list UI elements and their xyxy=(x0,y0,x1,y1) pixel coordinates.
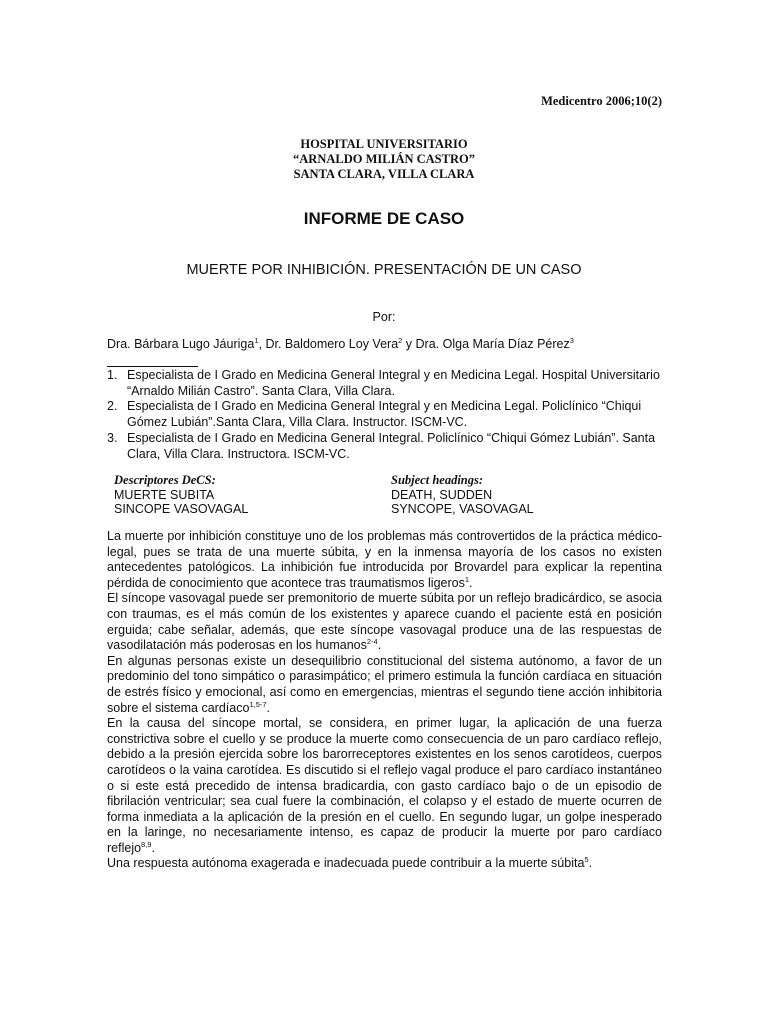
author-affiliation-ref: 1 xyxy=(254,335,259,345)
body-paragraph xyxy=(107,529,662,591)
affiliation-item xyxy=(107,431,662,462)
author-affiliation-ref: 2 xyxy=(398,335,403,345)
affiliation-text: Especialista de I Grado en Medicina General Integral y en Medicina Legal. Policlínico “Chiqui Gómez Lubián”.Santa Clara, Villa Clara. Instructor. ISCM-VC. xyxy=(127,399,642,430)
author-affiliation-ref: 3 xyxy=(569,335,574,345)
affiliation-item xyxy=(107,399,662,430)
subject-headings xyxy=(391,473,534,517)
paragraph-end: . xyxy=(151,840,155,855)
affiliation-number: 2. xyxy=(107,399,118,414)
citation-ref: 1,5-7 xyxy=(249,699,267,709)
body-paragraph xyxy=(107,716,662,856)
hospital-header xyxy=(0,137,768,182)
hospital-line-1: HOSPITAL UNIVERSITARIO xyxy=(300,137,468,151)
decs-label: Descriptores DeCS: xyxy=(114,473,216,487)
subject-heading: DEATH, SUDDEN xyxy=(391,487,493,502)
affiliation-item xyxy=(107,368,662,399)
paragraph-end: . xyxy=(377,638,382,653)
paragraph-text: En la causa del síncope mortal, se considera, en primer lugar, la aplicación de una fuerza constrictiva sobre el cuello y se produce la muerte como consecuencia de un paro cardíaco reflejo, debido a la presión ejercida sobre los barorreceptores existentes en los senos carotídeos, cuerpos carotídeos o la vaina carotídea. Es discutido si el reflejo vagal produce el paro cardíaco instantáneo o si este está precedido de intensa bradicardia, con gasto cardíaco bajo o de un episodio de fibrilación ventricular; sea cual fuere la combinación, el colapso y el estado de muerte ocurren de forma inmediata a la aplicación de la presión en el cuello. En segundo lugar, un golpe inesperado en la laringe, no necesariamente intenso, es capaz de producir la muerte por paro cardíaco reflejo xyxy=(107,716,662,855)
author-name: Dra. Bárbara Lugo Jáuriga xyxy=(107,337,255,351)
paragraph-text: En algunas personas existe un desequilibrio constitucional del sistema autónomo, a favor de un predominio del tono simpático o parasimpático; el primero estimula la función cardíaca en situación de estrés físico y emocional, así como en emergencias, mientras el segundo tiene acción inhibitoria sobre el sistema cardíaco xyxy=(107,653,662,715)
body-paragraph xyxy=(107,856,662,872)
citation-ref: 8,9 xyxy=(141,839,152,849)
citation-ref: 2-4 xyxy=(366,637,378,646)
decs-keywords xyxy=(114,473,248,517)
journal-reference: Medicentro 2006;10(2) xyxy=(541,94,662,108)
hospital-line-2: “ARNALDO MILIÁN CASTRO” xyxy=(293,152,475,166)
affiliation-text: Especialista de I Grado en Medicina General Integral. Policlínico “Chiqui Gómez Lubián”. Santa Clara, Villa Clara. Instructora. ISCM-VC. xyxy=(127,430,656,461)
author-name: Dra. Olga María Díaz Pérez xyxy=(415,337,570,351)
paragraph-end: . xyxy=(469,575,473,590)
author-separator: , xyxy=(258,337,266,351)
author-list xyxy=(107,337,574,351)
decs-keyword: SINCOPE VASOVAGAL xyxy=(114,502,249,516)
subject-label: Subject headings: xyxy=(391,473,484,487)
paragraph-text: Una respuesta autónoma exagerada e inadecuada puede contribuir a la muerte súbita xyxy=(107,856,585,871)
paragraph-end: . xyxy=(266,700,271,715)
report-type-heading: INFORME DE CASO xyxy=(303,209,465,228)
hospital-line-3: SANTA CLARA, VILLA CLARA xyxy=(293,167,475,181)
subject-heading: SYNCOPE, VASOVAGAL xyxy=(391,502,534,516)
citation-ref: 5 xyxy=(584,855,589,865)
by-label: Por: xyxy=(372,310,396,324)
body-paragraph xyxy=(107,591,662,653)
article-body xyxy=(107,529,662,872)
affiliation-list xyxy=(107,368,662,462)
body-paragraph xyxy=(107,654,662,716)
paragraph-end: . xyxy=(588,856,593,871)
author-separator: y xyxy=(402,337,416,351)
decs-keyword: MUERTE SUBITA xyxy=(114,487,215,502)
footnote-divider xyxy=(107,366,198,367)
affiliation-number: 1. xyxy=(107,368,118,382)
author-name: Dr. Baldomero Loy Vera xyxy=(265,337,399,351)
paragraph-text: La muerte por inhibición constituye uno de los problemas más controvertidos de la práctica médico-legal, pues se trata de una muerte súbita, y en la inmensa mayoría de los casos no existen antecedentes patológicos. La inhibición fue introducida por Brovardel para explicar la repentina pérdida de conocimiento que acontece tras traumatismos ligeros xyxy=(107,529,662,590)
affiliation-number: 3. xyxy=(107,430,118,445)
citation-ref: 1 xyxy=(464,574,470,584)
affiliation-text: Especialista de I Grado en Medicina General Integral y en Medicina Legal. Hospital Universitario “Arnaldo Milián Castro”. Santa Clara, Villa Clara. xyxy=(127,368,660,398)
article-title: MUERTE POR INHIBICIÓN. PRESENTACIÓN DE UN CASO xyxy=(186,262,582,278)
paragraph-text: El síncope vasovagal puede ser premonitorio de muerte súbita por un reflejo bradicárdico, se asocia con traumas, es el más común de los existentes y aparece cuando el paciente está en posición erguida; cabe señalar, además, que este síncope vasovagal produce una de las respuestas de vasodilatación más poderosas en los humanos xyxy=(107,591,662,653)
